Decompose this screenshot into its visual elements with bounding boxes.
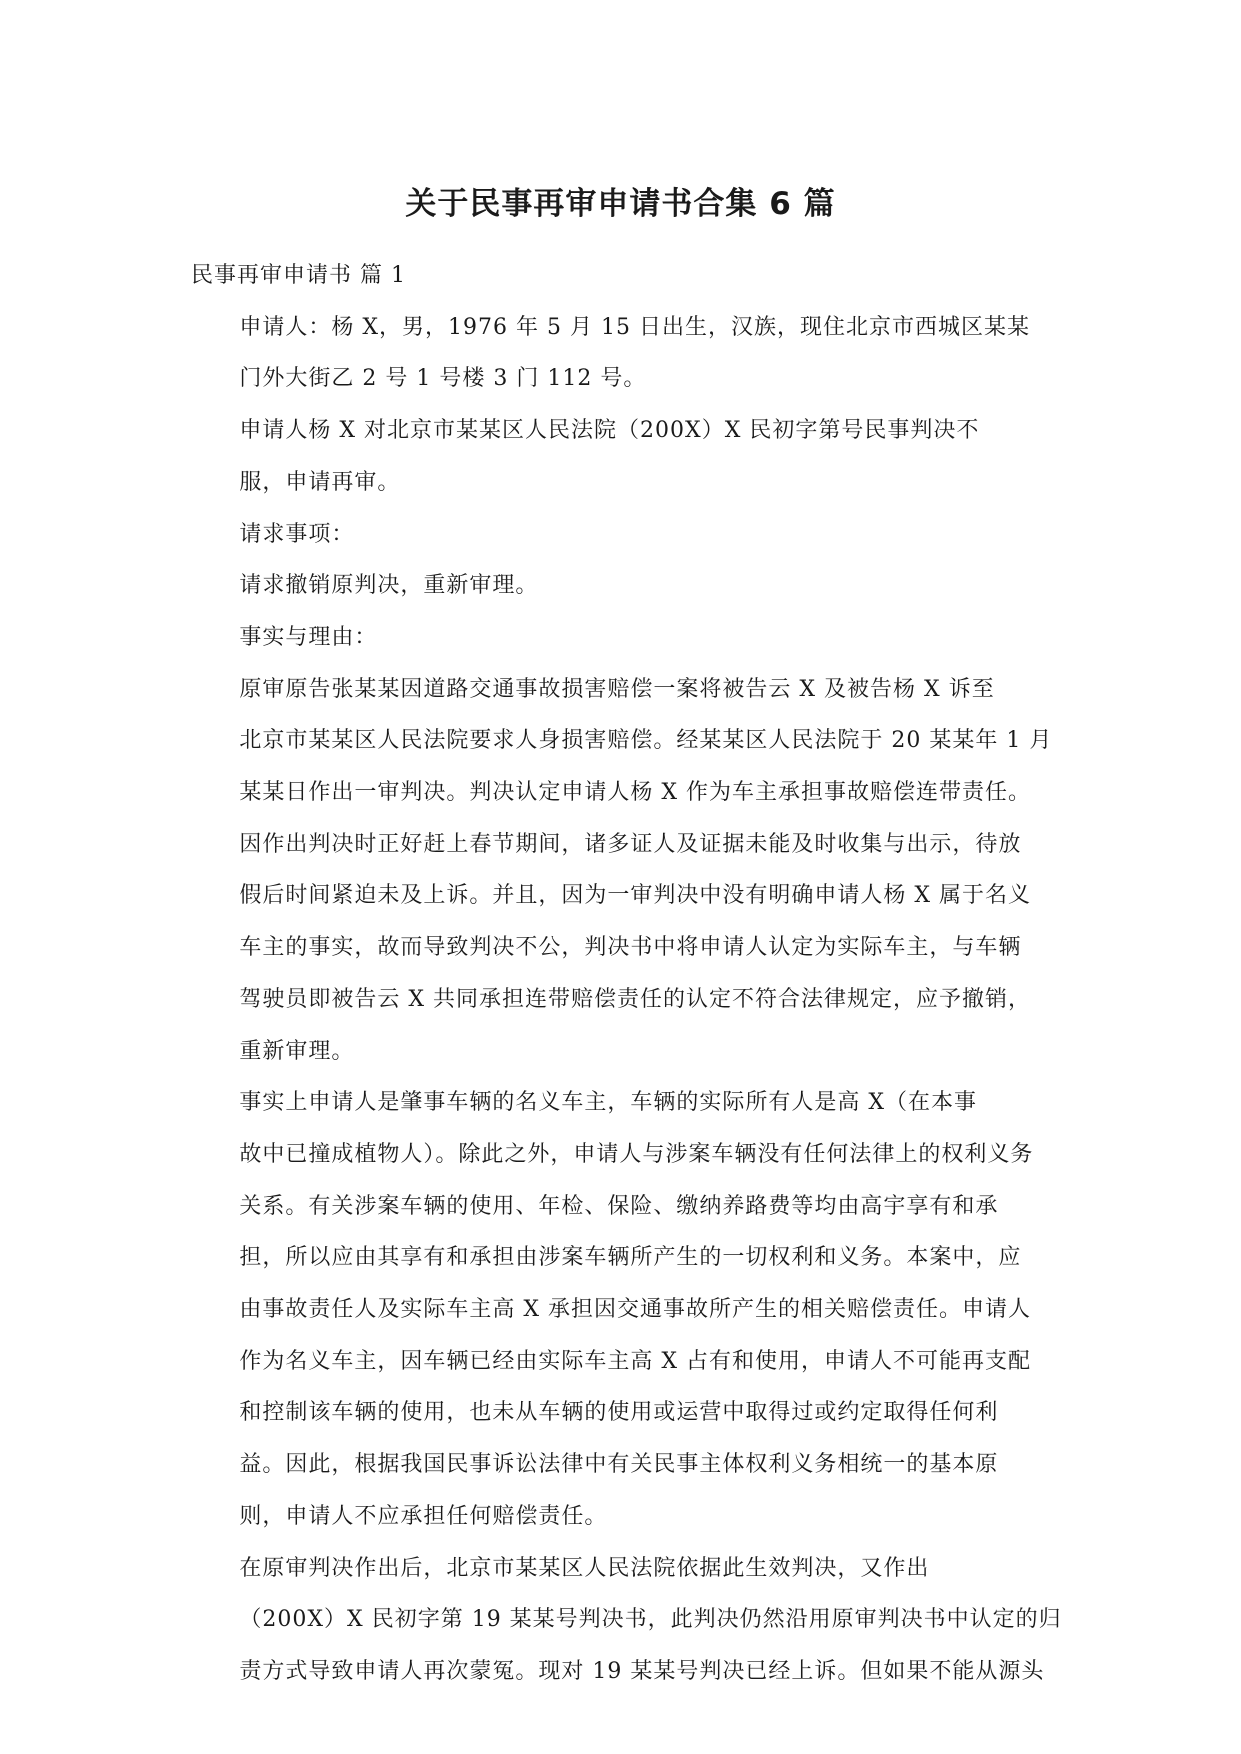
paragraph-line: 由事故责任人及实际车主高 X 承担因交通事故所产生的相关赔偿责任。申请人 [239,1297,1032,1323]
paragraph [191,612,1053,664]
paragraph-line: 重新审理。 [239,1038,355,1064]
paragraph-line: 某某日作出一审判决。判决认定申请人杨 X 作为车主承担事故赔偿连带责任。 [239,780,1032,806]
paragraph-line: 则，申请人不应承担任何赔偿责任。 [239,1503,608,1529]
paragraph-line: 因作出判决时正好赶上春节期间，诸多证人及证据未能及时收集与出示，待放 [239,831,1022,857]
paragraph-line: 故中已撞成植物人）。除此之外，申请人与涉案车辆没有任何法律上的权利义务 [239,1141,1034,1167]
paragraph-line: 北京市某某区人民法院要求人身损害赔偿。经某某区人民法院于 20 某某年 1 月 [239,728,1053,754]
paragraph-list [191,302,1062,1698]
section-heading: 民事再审申请书 篇 1 [191,263,406,288]
document-body [191,250,1062,1698]
paragraph-line: 关系。有关涉案车辆的使用、年检、保险、缴纳养路费等均由高宇享有和承 [239,1193,999,1219]
paragraph [191,1543,1062,1698]
paragraph-line: 申请人：杨 X，男，1976 年 5 月 15 日出生，汉族，现住北京市西城区某某 [239,314,1030,340]
paragraph [191,405,1053,508]
paragraph [191,560,1053,612]
paragraph-line: 假后时间紧迫未及上诉。并且，因为一审判决中没有明确申请人杨 X 属于名义 [239,883,1032,909]
paragraph-line: 在原审判决作出后，北京市某某区人民法院依据此生效判决，又作出 [239,1555,930,1581]
paragraph-line: 申请人杨 X 对北京市某某区人民法院（200X）X 民初字第号民事判决不 [239,418,980,444]
paragraph-line: 原审原告张某某因道路交通事故损害赔偿一案将被告云 X 及被告杨 X 诉至 [239,676,995,702]
paragraph-line: 事实与理由： [239,624,378,650]
paragraph-line: 担，所以应由其享有和承担由涉案车辆所产生的一切权利和义务。本案中，应 [239,1245,1022,1271]
paragraph-line: 事实上申请人是肇事车辆的名义车主，车辆的实际所有人是高 X（在本事 [239,1090,978,1116]
paragraph-line: 请求撤销原判决，重新审理。 [239,573,539,599]
paragraph [191,1077,1053,1542]
paragraph-line: 门外大街乙 2 号 1 号楼 3 门 112 号。 [239,366,647,392]
paragraph-line: 车主的事实，故而导致判决不公，判决书中将申请人认定为实际车主，与车辆 [239,935,1022,961]
paragraph-line: 服，申请再审。 [239,469,401,495]
paragraph-line: 驾驶员即被告云 X 共同承担连带赔偿责任的认定不符合法律规定，应予撤销， [239,986,1032,1012]
document-title: 关于民事再审申请书合集 6 篇 [405,186,836,222]
paragraph [191,664,1053,1078]
paragraph-line: 作为名义车主，因车辆已经由实际车主高 X 占有和使用，申请人不可能再支配 [239,1348,1032,1374]
paragraph-line: 益。因此，根据我国民事诉讼法律中有关民事主体权利义务相统一的基本原 [239,1452,999,1478]
paragraph-line: 和控制该车辆的使用，也未从车辆的使用或运营中取得过或约定取得任何利 [239,1400,999,1426]
paragraph [191,302,1053,405]
paragraph [191,509,1053,561]
paragraph-line: 责方式导致申请人再次蒙冤。现对 19 某某号判决已经上诉。但如果不能从源头 [239,1658,1045,1684]
paragraph-line: 请求事项： [239,521,355,547]
paragraph-line: （200X）X 民初字第 19 某某号判决书，此判决仍然沿用原审判决书中认定的归 [239,1607,1062,1633]
